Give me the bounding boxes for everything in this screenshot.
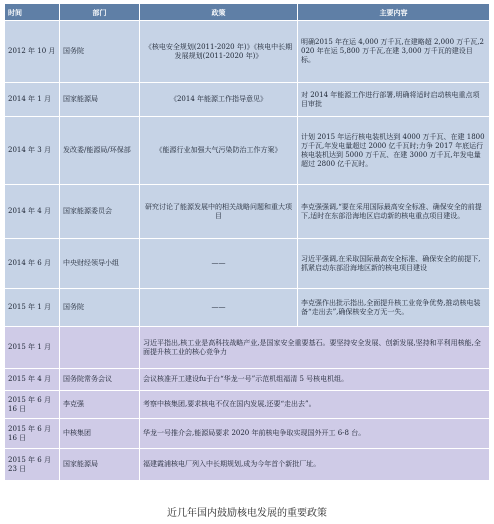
cell-policy: 考察中核集团,要求核电不仅在国内发展,还要“走出去”。: [140, 391, 490, 419]
cell-content: 明确2015 年在运 4,000 万千瓦,在建略超 2,000 万千瓦,2020 年在运 5,800 万千瓦,在建 3,000 万千瓦的建设目标。: [298, 21, 490, 83]
table-row: [5, 185, 490, 239]
cell-time: 2015 年 6 月 23 日: [5, 449, 60, 481]
cell-policy: 《能源行业加强大气污染防治工作方案》: [140, 117, 298, 185]
policy-table-container: [4, 3, 489, 481]
table-row: [5, 83, 490, 117]
cell-department: 国家能源局: [60, 449, 140, 481]
policy-table: [4, 3, 490, 481]
cell-time: 2015 年 1 月: [5, 289, 60, 327]
cell-policy: ——: [140, 289, 298, 327]
cell-time: 2015 年 6 月 16 日: [5, 419, 60, 449]
cell-department: 发改委/能源局/环保部: [60, 117, 140, 185]
table-row: [5, 117, 490, 185]
header-time: 时间: [5, 4, 60, 21]
cell-policy: 《核电安全规划(2011-2020 年)》《核电中长期发展规划(2011-2020 年)》: [140, 21, 298, 83]
cell-department: 中央财经领导小组: [60, 239, 140, 289]
cell-content: 习近平强调,在采取国际最高安全标准、确保安全的前提下,抓紧启动东部沿海地区新的核电项目建设: [298, 239, 490, 289]
cell-time: 2015 年 4 月: [5, 369, 60, 391]
cell-content: 对 2014 年能源工作进行部署,明确将适时启动核电重点项目审批: [298, 83, 490, 117]
cell-time: 2015 年 1 月: [5, 327, 60, 369]
cell-department: 李克强: [60, 391, 140, 419]
cell-department: 国务院: [60, 289, 140, 327]
header-content: 主要内容: [298, 4, 490, 21]
cell-department: 国家能源局: [60, 83, 140, 117]
cell-policy: 《2014 年能源工作指导意见》: [140, 83, 298, 117]
table-row: [5, 239, 490, 289]
table-row: [5, 21, 490, 83]
table-body: [5, 21, 490, 481]
cell-policy: 福建霞浦核电厂列入中长期规划,成为今年首个新批厂址。: [140, 449, 490, 481]
cell-department: 国务院常务会议: [60, 369, 140, 391]
cell-content: 李克强作出批示指出,全面提升核工业竞争优势,推动核电装备“走出去”,确保核安全万无一失。: [298, 289, 490, 327]
figure-caption: 近几年国内鼓励核电发展的重要政策: [167, 508, 327, 519]
table-row: [5, 449, 490, 481]
cell-content: 计划 2015 年运行核电装机达到 4000 万千瓦、在建 1800 万千瓦,年发电量超过 2000 亿千瓦时;力争 2017 年底运行核电装机达到 5000 万千瓦、在建 3000 万千瓦,年发电量超过 2800 亿千瓦时。: [298, 117, 490, 185]
cell-time: 2014 年 4 月: [5, 185, 60, 239]
cell-policy: 华龙一号推介会,能源局要求 2020 年前核电争取实现国外开工 6-8 台。: [140, 419, 490, 449]
cell-time: 2012 年 10 月: [5, 21, 60, 83]
cell-department: 中核集团: [60, 419, 140, 449]
cell-policy: 会议核准开工建设fu于台“华龙一号”示范机组福清 5 号核电机组。: [140, 369, 490, 391]
cell-policy: 习近平指出,核工业是高科技战略产业,是国家安全重要基石。要坚持安全发展、创新发展,坚持和平利用核能,全面提升核工业的核心竞争力: [140, 327, 490, 369]
table-row: [5, 369, 490, 391]
header-policy: 政策: [140, 4, 298, 21]
cell-department: 国家能源委员会: [60, 185, 140, 239]
cell-content: 李克强强调,“要在采用国际最高安全标准、确保安全的前提下,适时在东部沿海地区启动新的核电重点项目建设。: [298, 185, 490, 239]
header-department: 部门: [60, 4, 140, 21]
table-row: [5, 289, 490, 327]
cell-department: 国务院: [60, 21, 140, 83]
table-header-row: [5, 4, 490, 21]
cell-department: [60, 327, 140, 369]
cell-time: 2015 年 6 月 16 日: [5, 391, 60, 419]
table-row: [5, 419, 490, 449]
cell-time: 2014 年 1 月: [5, 83, 60, 117]
table-row: [5, 327, 490, 369]
cell-time: 2014 年 6 月: [5, 239, 60, 289]
table-row: [5, 391, 490, 419]
cell-time: 2014 年 3 月: [5, 117, 60, 185]
cell-policy: 研究讨论了能源发展中的相关战略问题和重大项目: [140, 185, 298, 239]
cell-policy: ——: [140, 239, 298, 289]
